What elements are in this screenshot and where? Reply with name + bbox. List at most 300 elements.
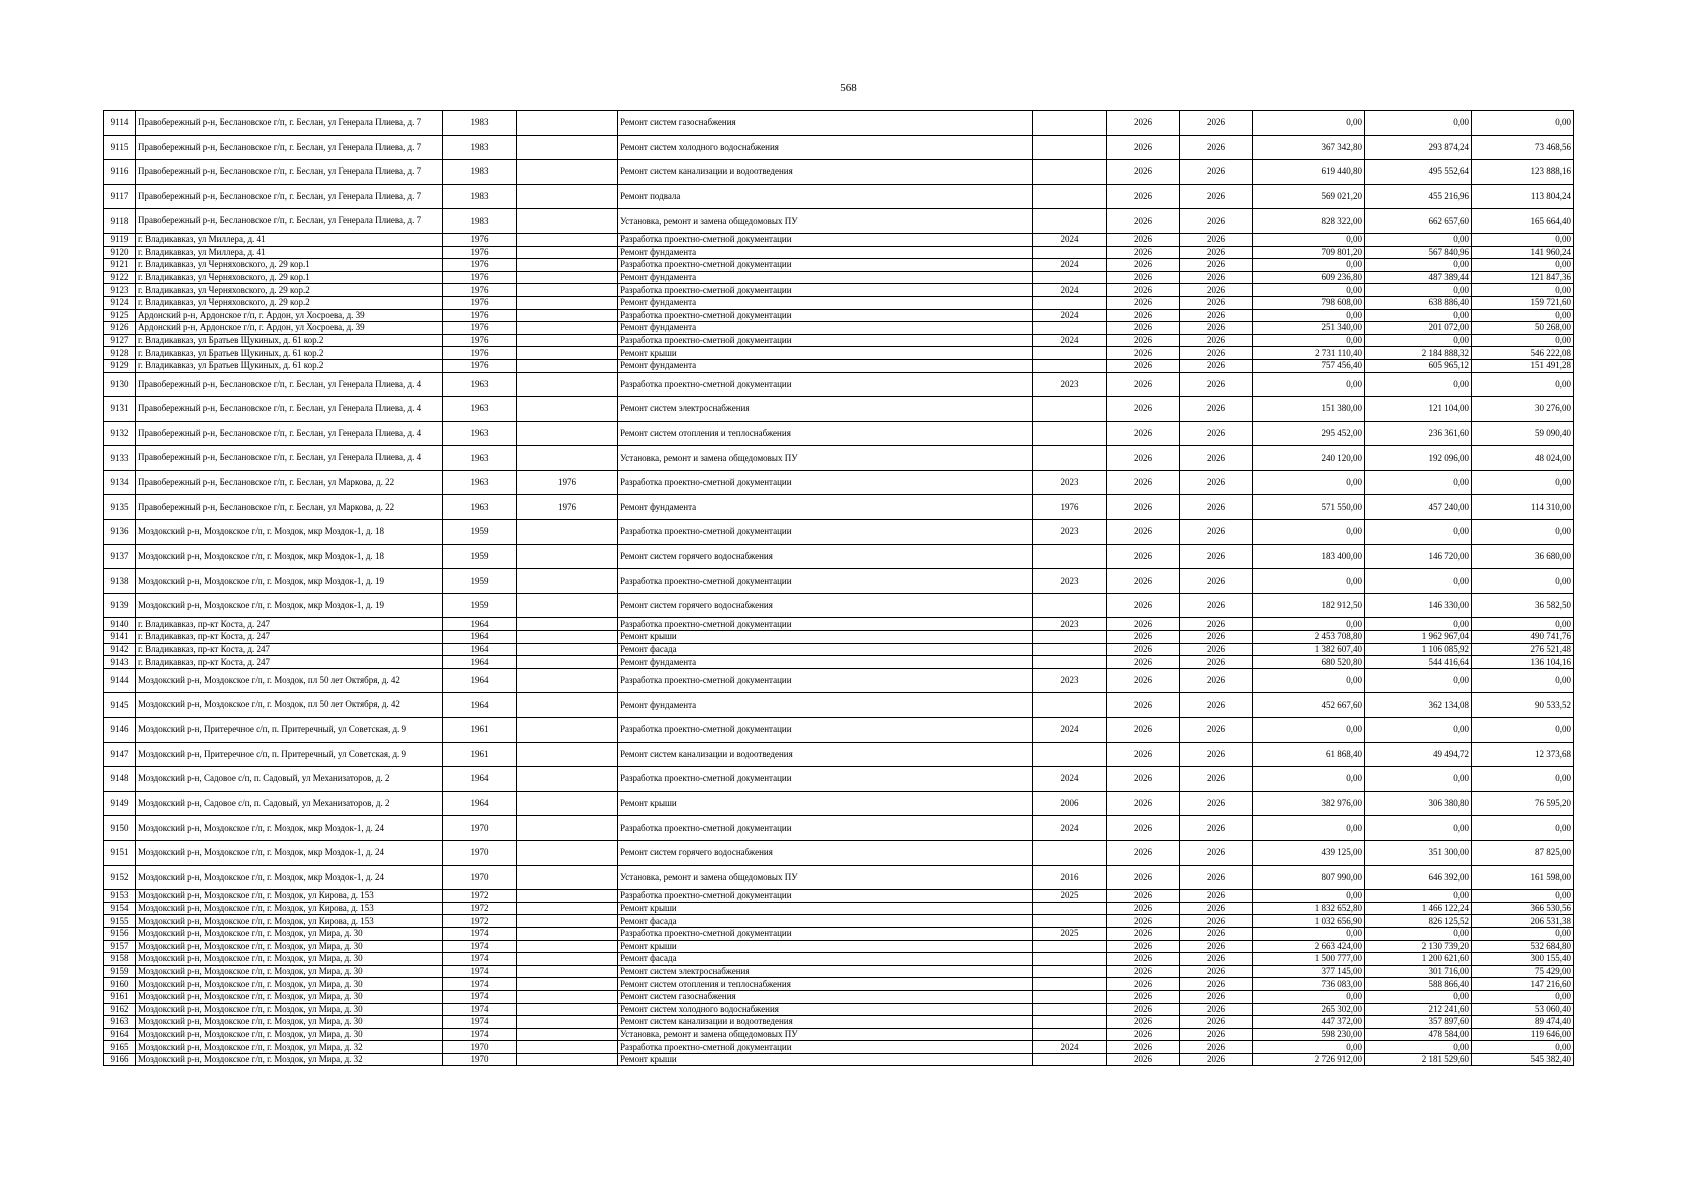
last-repair-year: 2025	[1033, 927, 1107, 940]
total-cost: 798 608,00	[1253, 296, 1365, 309]
year-built: 1972	[443, 902, 517, 915]
table-row	[104, 940, 1574, 953]
total-cost: 265 302,00	[1253, 1003, 1365, 1016]
plan-start-year: 2026	[1107, 111, 1180, 136]
table-row	[104, 902, 1574, 915]
row-number: 9143	[104, 656, 136, 669]
address-cell: Моздокский р-н, Моздокское г/п, г. Моздок, ул Кирова, д. 153	[136, 890, 443, 903]
table-row	[104, 840, 1574, 865]
year-built: 1964	[443, 767, 517, 792]
work-type: Ремонт систем горячего водоснабжения	[618, 593, 1033, 618]
last-repair-year	[1033, 593, 1107, 618]
plan-end-year: 2026	[1180, 372, 1253, 397]
plan-start-year: 2026	[1107, 1028, 1180, 1041]
fund-cost: 0,00	[1365, 668, 1472, 693]
row-number: 9133	[104, 446, 136, 471]
fund-cost: 362 134,08	[1365, 693, 1472, 718]
year-commissioned	[517, 742, 618, 767]
year-built: 1974	[443, 953, 517, 966]
year-commissioned	[517, 322, 618, 335]
fund-cost: 212 241,60	[1365, 1003, 1472, 1016]
plan-start-year: 2026	[1107, 953, 1180, 966]
row-number: 9154	[104, 902, 136, 915]
year-commissioned	[517, 111, 618, 136]
year-built: 1959	[443, 593, 517, 618]
address-cell: г. Владикавказ, ул Черняховского, д. 29 кор.1	[136, 271, 443, 284]
plan-end-year: 2026	[1180, 233, 1253, 246]
year-built: 1970	[443, 840, 517, 865]
address-cell: Моздокский р-н, Садовое с/п, п. Садовый, ул Механизаторов, д. 2	[136, 767, 443, 792]
last-repair-year	[1033, 965, 1107, 978]
plan-end-year: 2026	[1180, 209, 1253, 234]
year-commissioned	[517, 544, 618, 569]
address-cell: Моздокский р-н, Моздокское г/п, г. Моздок, ул Мира, д. 30	[136, 1003, 443, 1016]
address-cell: Моздокский р-н, Моздокское г/п, г. Моздок, ул Мира, д. 32	[136, 1053, 443, 1066]
year-commissioned	[517, 1016, 618, 1029]
plan-end-year: 2026	[1180, 1003, 1253, 1016]
year-built: 1964	[443, 656, 517, 669]
owner-cost: 159 721,60	[1472, 296, 1574, 309]
address-cell: г. Владикавказ, ул Черняховского, д. 29 кор.2	[136, 284, 443, 297]
plan-start-year: 2026	[1107, 1053, 1180, 1066]
total-cost: 183 400,00	[1253, 544, 1365, 569]
table-row	[104, 397, 1574, 422]
plan-start-year: 2026	[1107, 718, 1180, 743]
owner-cost: 89 474,40	[1472, 1016, 1574, 1029]
owner-cost: 490 741,76	[1472, 631, 1574, 644]
year-commissioned	[517, 271, 618, 284]
year-built: 1963	[443, 421, 517, 446]
plan-start-year: 2026	[1107, 1041, 1180, 1054]
plan-end-year: 2026	[1180, 470, 1253, 495]
row-number: 9160	[104, 978, 136, 991]
fund-cost: 0,00	[1365, 890, 1472, 903]
address-cell: Моздокский р-н, Моздокское г/п, г. Моздок, мкр Моздок-1, д. 18	[136, 520, 443, 545]
plan-start-year: 2026	[1107, 940, 1180, 953]
address-cell: Моздокский р-н, Моздокское г/п, г. Моздок, ул Кирова, д. 153	[136, 902, 443, 915]
table-body	[104, 111, 1574, 1066]
plan-start-year: 2026	[1107, 209, 1180, 234]
fund-cost: 646 392,00	[1365, 865, 1472, 890]
plan-start-year: 2026	[1107, 618, 1180, 631]
year-commissioned	[517, 184, 618, 209]
row-number: 9114	[104, 111, 136, 136]
last-repair-year	[1033, 915, 1107, 928]
year-commissioned	[517, 618, 618, 631]
year-built: 1974	[443, 1028, 517, 1041]
address-cell: Моздокский р-н, Притеречное с/п, п. Притеречный, ул Советская, д. 9	[136, 742, 443, 767]
owner-cost: 0,00	[1472, 259, 1574, 272]
address-cell: Правобережный р-н, Беслановское г/п, г. Беслан, ул Генерала Плиева, д. 7	[136, 135, 443, 160]
plan-end-year: 2026	[1180, 421, 1253, 446]
work-type: Установка, ремонт и замена общедомовых ПУ	[618, 446, 1033, 471]
fund-cost: 1 200 621,60	[1365, 953, 1472, 966]
work-type: Ремонт крыши	[618, 631, 1033, 644]
fund-cost: 638 886,40	[1365, 296, 1472, 309]
year-commissioned	[517, 940, 618, 953]
total-cost: 0,00	[1253, 927, 1365, 940]
work-type: Разработка проектно-сметной документации	[618, 284, 1033, 297]
last-repair-year: 1976	[1033, 495, 1107, 520]
last-repair-year	[1033, 1028, 1107, 1041]
fund-cost: 293 874,24	[1365, 135, 1472, 160]
table-row	[104, 890, 1574, 903]
row-number: 9156	[104, 927, 136, 940]
year-built: 1964	[443, 643, 517, 656]
address-cell: г. Владикавказ, пр-кт Коста, д. 247	[136, 643, 443, 656]
owner-cost: 90 533,52	[1472, 693, 1574, 718]
last-repair-year	[1033, 902, 1107, 915]
fund-cost: 495 552,64	[1365, 160, 1472, 185]
work-type: Ремонт фундамента	[618, 296, 1033, 309]
year-built: 1963	[443, 446, 517, 471]
owner-cost: 113 804,24	[1472, 184, 1574, 209]
plan-end-year: 2026	[1180, 1053, 1253, 1066]
total-cost: 1 500 777,00	[1253, 953, 1365, 966]
total-cost: 680 520,80	[1253, 656, 1365, 669]
last-repair-year	[1033, 322, 1107, 335]
owner-cost: 0,00	[1472, 890, 1574, 903]
address-cell: Моздокский р-н, Моздокское г/п, г. Моздок, ул Мира, д. 30	[136, 1028, 443, 1041]
address-cell: Правобережный р-н, Беслановское г/п, г. Беслан, ул Маркова, д. 22	[136, 495, 443, 520]
total-cost: 1 382 607,40	[1253, 643, 1365, 656]
plan-start-year: 2026	[1107, 184, 1180, 209]
work-type: Ремонт систем отопления и теплоснабжения	[618, 978, 1033, 991]
total-cost: 447 372,00	[1253, 1016, 1365, 1029]
year-built: 1974	[443, 940, 517, 953]
plan-end-year: 2026	[1180, 940, 1253, 953]
table-row	[104, 184, 1574, 209]
last-repair-year	[1033, 446, 1107, 471]
table-row	[104, 742, 1574, 767]
fund-cost: 455 216,96	[1365, 184, 1472, 209]
plan-end-year: 2026	[1180, 495, 1253, 520]
owner-cost: 151 491,28	[1472, 359, 1574, 372]
plan-end-year: 2026	[1180, 309, 1253, 322]
work-type: Ремонт фундамента	[618, 359, 1033, 372]
work-type: Ремонт систем газоснабжения	[618, 990, 1033, 1003]
plan-end-year: 2026	[1180, 816, 1253, 841]
table-row	[104, 953, 1574, 966]
total-cost: 367 342,80	[1253, 135, 1365, 160]
plan-start-year: 2026	[1107, 135, 1180, 160]
plan-end-year: 2026	[1180, 259, 1253, 272]
last-repair-year	[1033, 111, 1107, 136]
plan-start-year: 2026	[1107, 902, 1180, 915]
row-number: 9134	[104, 470, 136, 495]
plan-end-year: 2026	[1180, 1016, 1253, 1029]
row-number: 9130	[104, 372, 136, 397]
year-commissioned	[517, 990, 618, 1003]
total-cost: 0,00	[1253, 618, 1365, 631]
plan-start-year: 2026	[1107, 359, 1180, 372]
address-cell: г. Владикавказ, ул Братьев Щукиных, д. 61 кор.2	[136, 334, 443, 347]
fund-cost: 1 466 122,24	[1365, 902, 1472, 915]
year-built: 1974	[443, 965, 517, 978]
plan-end-year: 2026	[1180, 322, 1253, 335]
address-cell: г. Владикавказ, ул Миллера, д. 41	[136, 233, 443, 246]
work-type: Установка, ремонт и замена общедомовых ПУ	[618, 209, 1033, 234]
work-type: Разработка проектно-сметной документации	[618, 618, 1033, 631]
year-commissioned	[517, 372, 618, 397]
plan-end-year: 2026	[1180, 767, 1253, 792]
plan-start-year: 2026	[1107, 840, 1180, 865]
owner-cost: 53 060,40	[1472, 1003, 1574, 1016]
owner-cost: 0,00	[1472, 284, 1574, 297]
work-type: Разработка проектно-сметной документации	[618, 334, 1033, 347]
last-repair-year: 2024	[1033, 284, 1107, 297]
address-cell: г. Владикавказ, ул Братьев Щукиных, д. 61 кор.2	[136, 347, 443, 360]
year-commissioned: 1976	[517, 470, 618, 495]
total-cost: 0,00	[1253, 767, 1365, 792]
work-type: Ремонт крыши	[618, 347, 1033, 360]
plan-end-year: 2026	[1180, 890, 1253, 903]
address-cell: Моздокский р-н, Моздокское г/п, г. Моздок, мкр Моздок-1, д. 24	[136, 840, 443, 865]
work-type: Ремонт фасада	[618, 953, 1033, 966]
row-number: 9147	[104, 742, 136, 767]
total-cost: 2 726 912,00	[1253, 1053, 1365, 1066]
work-type: Разработка проектно-сметной документации	[618, 569, 1033, 594]
year-built: 1974	[443, 990, 517, 1003]
address-cell: Ардонский р-н, Ардонское г/п, г. Ардон, ул Хосроева, д. 39	[136, 322, 443, 335]
owner-cost: 0,00	[1472, 372, 1574, 397]
total-cost: 2 663 424,00	[1253, 940, 1365, 953]
plan-end-year: 2026	[1180, 1041, 1253, 1054]
fund-cost: 1 962 967,04	[1365, 631, 1472, 644]
last-repair-year	[1033, 421, 1107, 446]
address-cell: г. Владикавказ, ул Черняховского, д. 29 кор.2	[136, 296, 443, 309]
fund-cost: 2 184 888,32	[1365, 347, 1472, 360]
owner-cost: 546 222,08	[1472, 347, 1574, 360]
plan-end-year: 2026	[1180, 246, 1253, 259]
owner-cost: 532 684,80	[1472, 940, 1574, 953]
address-cell: Моздокский р-н, Моздокское г/п, г. Моздок, пл 50 лет Октября, д. 42	[136, 668, 443, 693]
fund-cost: 146 330,00	[1365, 593, 1472, 618]
total-cost: 0,00	[1253, 668, 1365, 693]
year-built: 1976	[443, 309, 517, 322]
owner-cost: 0,00	[1472, 990, 1574, 1003]
owner-cost: 0,00	[1472, 569, 1574, 594]
work-type: Ремонт систем горячего водоснабжения	[618, 840, 1033, 865]
plan-end-year: 2026	[1180, 840, 1253, 865]
last-repair-year	[1033, 271, 1107, 284]
fund-cost: 605 965,12	[1365, 359, 1472, 372]
last-repair-year: 2023	[1033, 569, 1107, 594]
work-type: Ремонт систем канализации и водоотведения	[618, 742, 1033, 767]
plan-start-year: 2026	[1107, 742, 1180, 767]
work-type: Ремонт систем горячего водоснабжения	[618, 544, 1033, 569]
table-row	[104, 1053, 1574, 1066]
fund-cost: 2 181 529,60	[1365, 1053, 1472, 1066]
year-commissioned: 1976	[517, 495, 618, 520]
capital-repair-table	[103, 110, 1574, 1066]
year-commissioned	[517, 791, 618, 816]
address-cell: Правобережный р-н, Беслановское г/п, г. Беслан, ул Генерала Плиева, д. 4	[136, 421, 443, 446]
total-cost: 0,00	[1253, 470, 1365, 495]
last-repair-year	[1033, 1003, 1107, 1016]
owner-cost: 141 960,24	[1472, 246, 1574, 259]
table-row	[104, 978, 1574, 991]
table-row	[104, 668, 1574, 693]
work-type: Ремонт систем отопления и теплоснабжения	[618, 421, 1033, 446]
year-built: 1976	[443, 284, 517, 297]
plan-end-year: 2026	[1180, 544, 1253, 569]
table-row	[104, 767, 1574, 792]
plan-start-year: 2026	[1107, 160, 1180, 185]
page-number: 568	[840, 82, 857, 94]
fund-cost: 2 130 739,20	[1365, 940, 1472, 953]
plan-end-year: 2026	[1180, 1028, 1253, 1041]
plan-start-year: 2026	[1107, 347, 1180, 360]
year-commissioned	[517, 978, 618, 991]
row-number: 9163	[104, 1016, 136, 1029]
plan-end-year: 2026	[1180, 111, 1253, 136]
row-number: 9141	[104, 631, 136, 644]
total-cost: 0,00	[1253, 990, 1365, 1003]
fund-cost: 0,00	[1365, 233, 1472, 246]
owner-cost: 0,00	[1472, 816, 1574, 841]
address-cell: Правобережный р-н, Беслановское г/п, г. Беслан, ул Генерала Плиева, д. 7	[136, 160, 443, 185]
last-repair-year	[1033, 184, 1107, 209]
plan-start-year: 2026	[1107, 631, 1180, 644]
row-number: 9140	[104, 618, 136, 631]
address-cell: Моздокский р-н, Моздокское г/п, г. Моздок, мкр Моздок-1, д. 18	[136, 544, 443, 569]
total-cost: 0,00	[1253, 284, 1365, 297]
total-cost: 452 667,60	[1253, 693, 1365, 718]
year-commissioned	[517, 816, 618, 841]
last-repair-year: 2023	[1033, 372, 1107, 397]
plan-start-year: 2026	[1107, 446, 1180, 471]
work-type: Ремонт фундамента	[618, 271, 1033, 284]
plan-end-year: 2026	[1180, 569, 1253, 594]
owner-cost: 366 530,56	[1472, 902, 1574, 915]
address-cell: г. Владикавказ, пр-кт Коста, д. 247	[136, 631, 443, 644]
total-cost: 0,00	[1253, 718, 1365, 743]
work-type: Разработка проектно-сметной документации	[618, 372, 1033, 397]
fund-cost: 457 240,00	[1365, 495, 1472, 520]
total-cost: 0,00	[1253, 816, 1365, 841]
year-built: 1964	[443, 631, 517, 644]
plan-start-year: 2026	[1107, 865, 1180, 890]
work-type: Ремонт крыши	[618, 791, 1033, 816]
row-number: 9137	[104, 544, 136, 569]
plan-start-year: 2026	[1107, 668, 1180, 693]
row-number: 9117	[104, 184, 136, 209]
row-number: 9120	[104, 246, 136, 259]
year-built: 1983	[443, 111, 517, 136]
table-row	[104, 631, 1574, 644]
year-commissioned	[517, 347, 618, 360]
table-row	[104, 656, 1574, 669]
owner-cost: 276 521,48	[1472, 643, 1574, 656]
year-built: 1963	[443, 470, 517, 495]
owner-cost: 0,00	[1472, 334, 1574, 347]
fund-cost: 306 380,80	[1365, 791, 1472, 816]
plan-start-year: 2026	[1107, 816, 1180, 841]
plan-start-year: 2026	[1107, 569, 1180, 594]
row-number: 9166	[104, 1053, 136, 1066]
owner-cost: 36 680,00	[1472, 544, 1574, 569]
year-commissioned	[517, 1028, 618, 1041]
total-cost: 182 912,50	[1253, 593, 1365, 618]
address-cell: г. Владикавказ, ул Черняховского, д. 29 кор.1	[136, 259, 443, 272]
total-cost: 0,00	[1253, 890, 1365, 903]
fund-cost: 1 106 085,92	[1365, 643, 1472, 656]
plan-start-year: 2026	[1107, 334, 1180, 347]
table-row	[104, 246, 1574, 259]
table-row	[104, 915, 1574, 928]
plan-end-year: 2026	[1180, 953, 1253, 966]
year-commissioned	[517, 397, 618, 422]
total-cost: 251 340,00	[1253, 322, 1365, 335]
work-type: Разработка проектно-сметной документации	[618, 890, 1033, 903]
plan-start-year: 2026	[1107, 656, 1180, 669]
fund-cost: 351 300,00	[1365, 840, 1472, 865]
address-cell: Моздокский р-н, Моздокское г/п, г. Моздок, пл 50 лет Октября, д. 42	[136, 693, 443, 718]
plan-start-year: 2026	[1107, 544, 1180, 569]
row-number: 9132	[104, 421, 136, 446]
owner-cost: 75 429,00	[1472, 965, 1574, 978]
year-built: 1976	[443, 322, 517, 335]
work-type: Разработка проектно-сметной документации	[618, 470, 1033, 495]
plan-end-year: 2026	[1180, 978, 1253, 991]
address-cell: г. Владикавказ, ул Братьев Щукиных, д. 61 кор.2	[136, 359, 443, 372]
row-number: 9125	[104, 309, 136, 322]
plan-start-year: 2026	[1107, 791, 1180, 816]
fund-cost: 0,00	[1365, 520, 1472, 545]
address-cell: Моздокский р-н, Моздокское г/п, г. Моздок, ул Мира, д. 30	[136, 990, 443, 1003]
address-cell: Моздокский р-н, Моздокское г/п, г. Моздок, ул Мира, д. 30	[136, 1016, 443, 1029]
plan-start-year: 2026	[1107, 397, 1180, 422]
row-number: 9157	[104, 940, 136, 953]
work-type: Ремонт фасада	[618, 915, 1033, 928]
year-built: 1976	[443, 271, 517, 284]
address-cell: Моздокский р-н, Моздокское г/п, г. Моздок, мкр Моздок-1, д. 24	[136, 865, 443, 890]
fund-cost: 0,00	[1365, 372, 1472, 397]
year-commissioned	[517, 284, 618, 297]
owner-cost: 48 024,00	[1472, 446, 1574, 471]
plan-end-year: 2026	[1180, 593, 1253, 618]
plan-end-year: 2026	[1180, 718, 1253, 743]
year-commissioned	[517, 865, 618, 890]
work-type: Ремонт фундамента	[618, 656, 1033, 669]
table-row	[104, 309, 1574, 322]
row-number: 9115	[104, 135, 136, 160]
plan-start-year: 2026	[1107, 520, 1180, 545]
last-repair-year: 2024	[1033, 309, 1107, 322]
year-commissioned	[517, 1041, 618, 1054]
table-row	[104, 135, 1574, 160]
plan-start-year: 2026	[1107, 309, 1180, 322]
owner-cost: 0,00	[1472, 520, 1574, 545]
plan-start-year: 2026	[1107, 271, 1180, 284]
table-row	[104, 593, 1574, 618]
work-type: Ремонт подвала	[618, 184, 1033, 209]
last-repair-year: 2024	[1033, 816, 1107, 841]
address-cell: Правобережный р-н, Беслановское г/п, г. Беслан, ул Генерала Плиева, д. 7	[136, 111, 443, 136]
table-row	[104, 296, 1574, 309]
last-repair-year	[1033, 940, 1107, 953]
row-number: 9162	[104, 1003, 136, 1016]
table-row	[104, 693, 1574, 718]
owner-cost: 0,00	[1472, 309, 1574, 322]
total-cost: 569 021,20	[1253, 184, 1365, 209]
table-row	[104, 233, 1574, 246]
year-built: 1976	[443, 359, 517, 372]
work-type: Установка, ремонт и замена общедомовых ПУ	[618, 865, 1033, 890]
owner-cost: 300 155,40	[1472, 953, 1574, 966]
row-number: 9149	[104, 791, 136, 816]
